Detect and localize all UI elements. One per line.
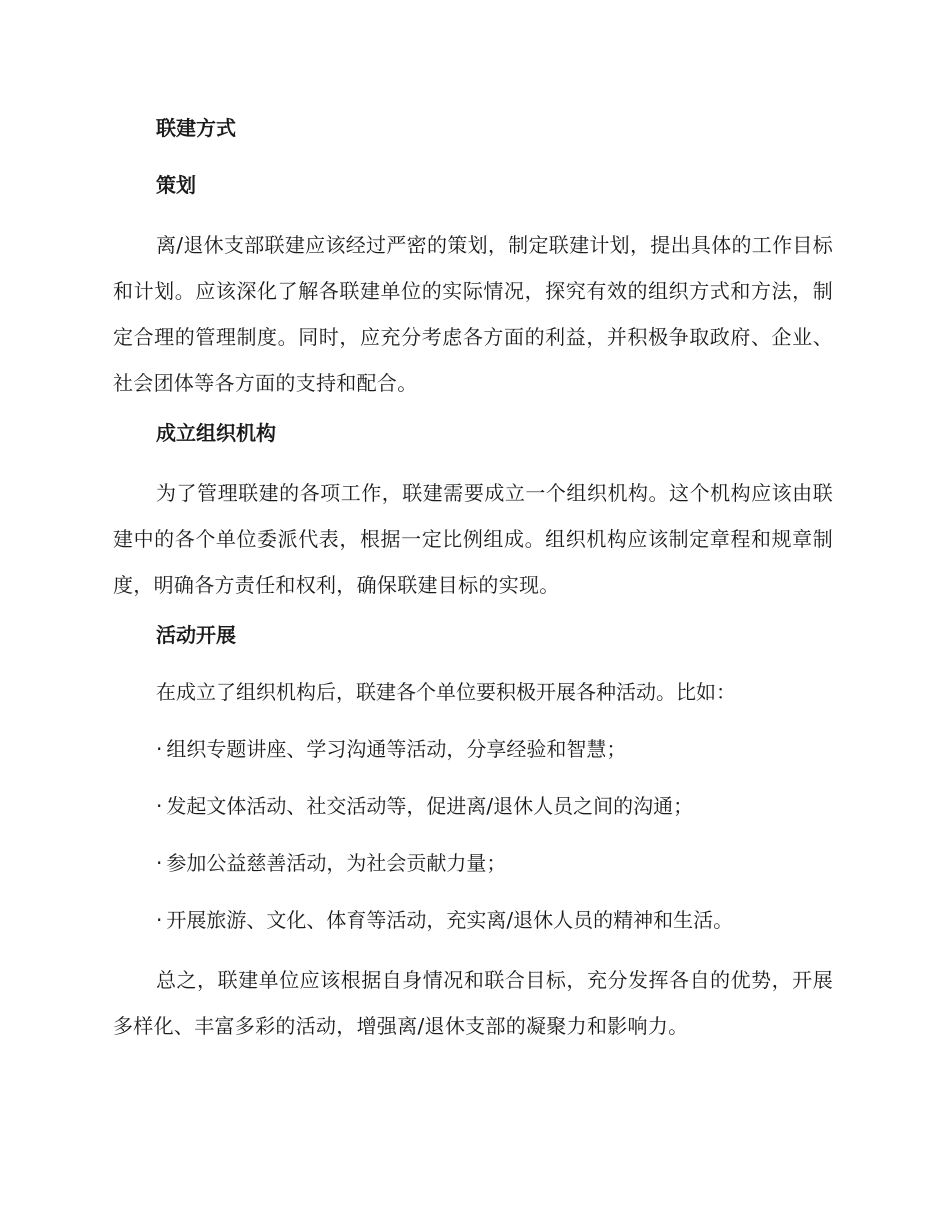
list-item-text: 组织专题讲座、学习沟通等活动，分享经验和智慧；: [166, 737, 627, 761]
bullet-marker: ·: [156, 851, 163, 875]
document-page: [113, 108, 833, 1056]
bullet-marker: ·: [156, 794, 163, 818]
list-item-text: 参加公益慈善活动，为社会贡献力量；: [166, 851, 507, 875]
section-paragraph-organization: 为了管理联建的各项工作，联建需要成立一个组织机构。这个机构应该由联建中的各个单位委派代表，根据一定比例组成。组织机构应该制定章程和规章制度，明确各方责任和权利，确保联建目标的实现。: [113, 481, 833, 597]
document-title: 联建方式: [156, 116, 236, 140]
list-item: [113, 843, 833, 883]
section-heading-planning: 策划: [156, 173, 196, 197]
list-item-text: 开展旅游、文化、体育等活动，充实离/退休人员的精神和生活。: [166, 908, 734, 932]
bullet-marker: ·: [156, 737, 163, 761]
list-item: [113, 900, 833, 940]
list-item-text: 发起文体活动、社交活动等，促进离/退休人员之间的沟通；: [166, 794, 694, 818]
conclusion-paragraph: 总之，联建单位应该根据自身情况和联合目标，充分发挥各自的优势，开展多样化、丰富多彩的活动，增强离/退休支部的凝聚力和影响力。: [113, 968, 833, 1038]
section-paragraph-planning: 离/退休支部联建应该经过严密的策划，制定联建计划，提出具体的工作目标和计划。应该深化了解各联建单位的实际情况，探究有效的组织方式和方法，制定合理的管理制度。同时，应充分考虑各方面的利益，并积极争取政府、企业、社会团体等各方面的支持和配合。: [113, 233, 833, 395]
list-item: [113, 729, 833, 769]
section-heading-activities: 活动开展: [156, 623, 236, 647]
bullet-marker: ·: [156, 908, 163, 932]
list-item: [113, 786, 833, 826]
section-intro-activities: 在成立了组织机构后，联建各个单位要积极开展各种活动。比如：: [156, 680, 736, 704]
section-heading-organization: 成立组织机构: [156, 421, 276, 445]
